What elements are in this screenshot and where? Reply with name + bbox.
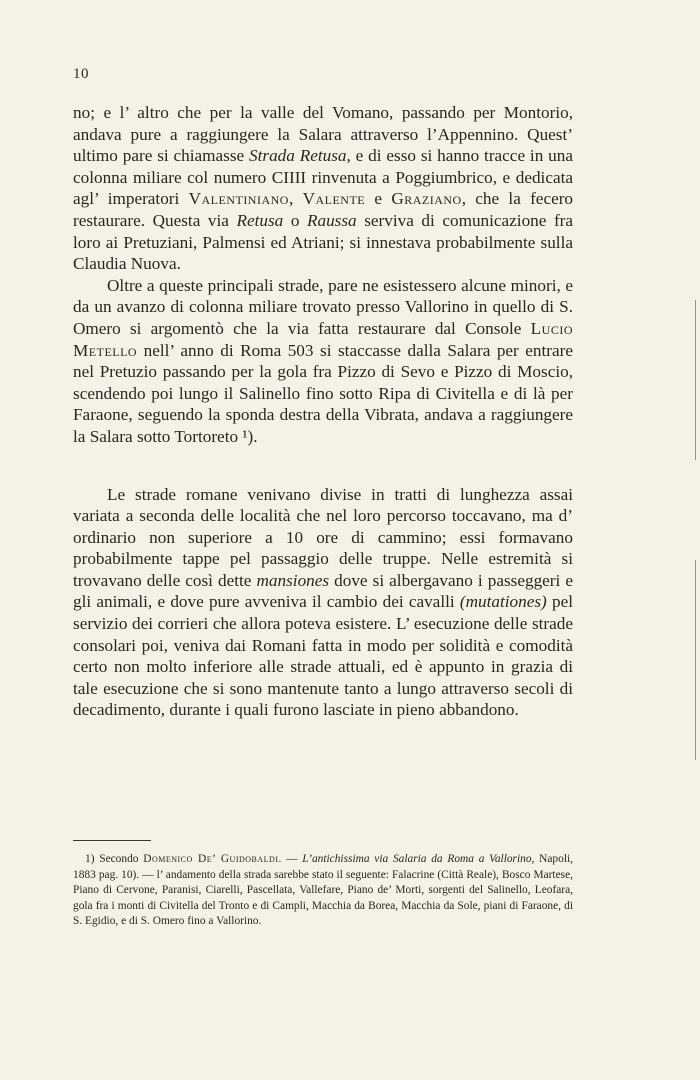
text-run: , bbox=[288, 189, 303, 209]
small-caps-name: Graziano bbox=[391, 189, 462, 209]
paragraph bbox=[73, 102, 573, 275]
text-run: 1) Secondo bbox=[85, 853, 144, 865]
text-run: , Napoli, 1883 pag. 10). — l’ andamento della strada sarebbe stato il seguente: Falacrine (Città Reale), Bosco Martese, Piano di Cervone, Paranisi, Ciarelli, Pascellata, Vallefare, Piano de’ Morti, sorgenti del Salinello, Leofara, gola fra i monti di Civitella del Tronto e di Campli, Macchia da Borea, Macchia da Sole, piani di Faraone, di S. Egidio, e di S. Omero fino a Vallorino. bbox=[73, 853, 573, 928]
small-caps-name: Valente bbox=[302, 189, 366, 209]
italic-text: mansiones bbox=[256, 570, 330, 590]
paragraph bbox=[73, 275, 573, 448]
italic-text: (mutationes) bbox=[459, 592, 547, 612]
text-run: , che la fecero restaurare. Questa via bbox=[73, 189, 574, 230]
text-run: serviva di comunicazione fra loro ai Pretuziani, Palmensi ed Atriani; si innestava probabilmente sulla Claudia Nuova. bbox=[73, 210, 574, 274]
small-caps-name: Domenico De’ Guidobaldi bbox=[143, 853, 279, 865]
page-edge-mark bbox=[695, 560, 696, 760]
small-caps-name: Valentiniano bbox=[188, 189, 289, 209]
small-caps-name: Lucio Metello bbox=[73, 318, 573, 360]
text-run: dove si albergavano i passeggeri e gli animali, e dove pure avveniva il cambio dei cavalli bbox=[73, 570, 573, 612]
footnote bbox=[73, 852, 573, 930]
italic-text: Strada Retusa bbox=[249, 146, 347, 166]
footnote-text bbox=[73, 852, 573, 930]
text-run: Oltre a queste principali strade, pare ne esistessero alcune minori, e da un avanzo di colonna miliare trovato presso Vallorino in quello di S. Omero si argomentò che la via fatta restaurare dal Console bbox=[73, 275, 573, 338]
italic-text: L’antichissima via Salaria da Roma a Vallorino bbox=[302, 853, 532, 865]
text-run: Le strade romane venivano divise in tratti di lunghezza assai variata a seconda delle località che nel loro percorso toccavano, ma d’ ordinario non superiore a 10 ore di cammino; essi formavano probabilmente tappe pel passaggio delle truppe. Nelle estremità si trovavano delle così dette bbox=[73, 484, 573, 590]
paragraph bbox=[73, 484, 573, 722]
footnote-divider bbox=[73, 840, 151, 841]
text-run: , e di esso si hanno tracce in una colonna miliare col numero CIIII rinvenuta a Poggiumbrico, e dedicata agl’ imperatori bbox=[73, 146, 573, 209]
text-run: pel servizio dei corrieri che allora poteva esistere. L’ esecuzione delle strade consolari poi, veniva dai Romani fatta in modo per solidità e comodità certo non molto inferiore alle strade attuali, ed è appunto in grazia di tale esecuzione che si sono mantenute tanto a lungo attraverso secoli di decadimento, durante i quali furono lasciate in pieno abbandono. bbox=[73, 592, 573, 720]
text-run: o bbox=[283, 210, 307, 230]
body-text bbox=[73, 102, 573, 721]
text-run: no; e l’ altro che per la valle del Vomano, passando per Montorio, andava pure a raggiungere la Salara attraverso l’Appennino. Quest’ ultimo pare si chiamasse bbox=[73, 103, 573, 166]
page-number: 10 bbox=[73, 66, 89, 82]
text-run: nell’ anno di Roma 503 si staccasse dalla Salara per entrare nel Pretuzio passando per la gola fra Pizzo di Sevo e Pizzo di Moscio, scendendo poi lungo il Salinello fino sotto Ripa di Civitella e di là per Faraone, seguendo la sponda destra della Vibrata, andava a raggiungere la Salara sotto Tortoreto ¹). bbox=[73, 340, 573, 446]
italic-text: Raussa bbox=[306, 210, 357, 230]
italic-text: Retusa bbox=[236, 210, 284, 230]
text-run: . — bbox=[278, 853, 303, 865]
page-edge-mark bbox=[695, 300, 696, 460]
text-run: e bbox=[365, 189, 392, 209]
